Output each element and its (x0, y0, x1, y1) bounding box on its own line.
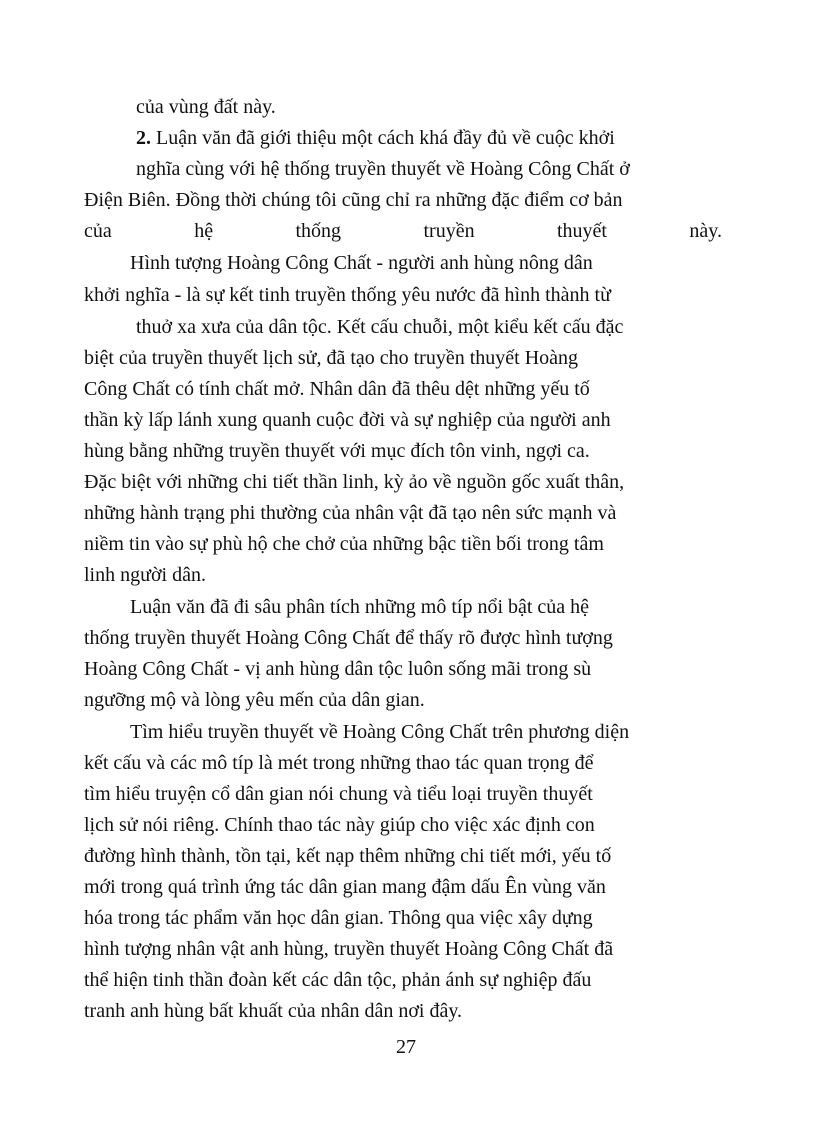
text-line: hình tượng nhân vật anh hùng, truyền thuyết Hoàng Công Chất đã (84, 938, 614, 960)
text-line: linh người dân. (84, 564, 206, 586)
text-line: đường hình thành, tồn tại, kết nạp thêm những chi tiết mới, yếu tố (84, 845, 612, 867)
text-line: kết cấu và các mô típ là mét trong những thao tác quan trọng để (84, 752, 594, 774)
text-line: Công Chất có tính chất mở. Nhân dân đã thêu dệt những yếu tố (84, 378, 590, 400)
text-line: thống truyền thuyết Hoàng Công Chất để thấy rõ được hình tượng (84, 627, 613, 649)
text-line: ngưỡng mộ và lòng yêu mến của dân gian. (84, 689, 425, 711)
word: thống (295, 220, 342, 242)
text-line: khởi nghĩa - là sự kết tinh truyền thống yêu nước đã hình thành từ (84, 284, 611, 306)
word: của (84, 220, 112, 242)
word: này. (689, 220, 722, 242)
text-line: tìm hiểu truyện cổ dân gian nói chung và tiểu loại truyền thuyết (84, 783, 593, 805)
text-line: thuở xa xưa của dân tộc. Kết cấu chuỗi, một kiểu kết cấu đặc (136, 316, 624, 338)
text-line: thể hiện tinh thần đoàn kết các dân tộc, phản ánh sự nghiệp đấu (84, 969, 592, 991)
text-line: Luận văn đã đi sâu phân tích những mô típ nổi bật của hệ (130, 596, 590, 618)
text-line: Điện Biên. Đồng thời chúng tôi cũng chỉ ra những đặc điểm cơ bản (84, 189, 623, 211)
text-line: Hình tượng Hoàng Công Chất - người anh hùng nông dân (130, 252, 593, 274)
word: hệ (194, 220, 214, 242)
text-line: mới trong quá trình ứng tác dân gian mang đậm dấu Ên vùng văn (84, 876, 606, 898)
item-number: 2. (136, 127, 151, 149)
text-line: tranh anh hùng bất khuất của nhân dân nơi đây. (84, 1000, 463, 1022)
text-line: Tìm hiểu truyền thuyết về Hoàng Công Chất trên phương diện (130, 721, 630, 743)
text-line: lịch sử nói riêng. Chính thao tác này giúp cho việc xác định con (84, 814, 595, 836)
text-line: Hoàng Công Chất - vị anh hùng dân tộc luôn sống mãi trong sù (84, 658, 592, 680)
text-segment: Luận văn đã giới thiệu một cách khá đầy đủ về cuộc khởi (156, 127, 615, 149)
justified-line (84, 219, 722, 243)
text-line: thần kỳ lấp lánh xung quanh cuộc đời và sự nghiệp của người anh (84, 409, 611, 431)
text-line: của vùng đất này. (136, 96, 276, 118)
text-line (136, 126, 615, 150)
text-line: những hành trạng phi thường của nhân vật đã tạo nên sức mạnh và (84, 502, 617, 524)
word: truyền (423, 220, 475, 242)
text-line: hùng bằng những truyền thuyết với mục đích tôn vinh, ngợi ca. (84, 440, 590, 462)
text-line: Đặc biệt với những chi tiết thần linh, kỳ ảo về nguồn gốc xuất thân, (84, 471, 625, 493)
text-line: biệt của truyền thuyết lịch sử, đã tạo cho truyền thuyết Hoàng (84, 347, 579, 369)
word: thuyết (557, 220, 607, 242)
page-number: 27 (396, 1036, 416, 1058)
text-line: niềm tin vào sự phù hộ che chở của những bậc tiền bối trong tâm (84, 533, 604, 555)
text-line: hóa trong tác phẩm văn học dân gian. Thông qua việc xây dựng (84, 907, 593, 929)
text-line: nghĩa cùng với hệ thống truyền thuyết về Hoàng Công Chất ở (136, 158, 630, 180)
